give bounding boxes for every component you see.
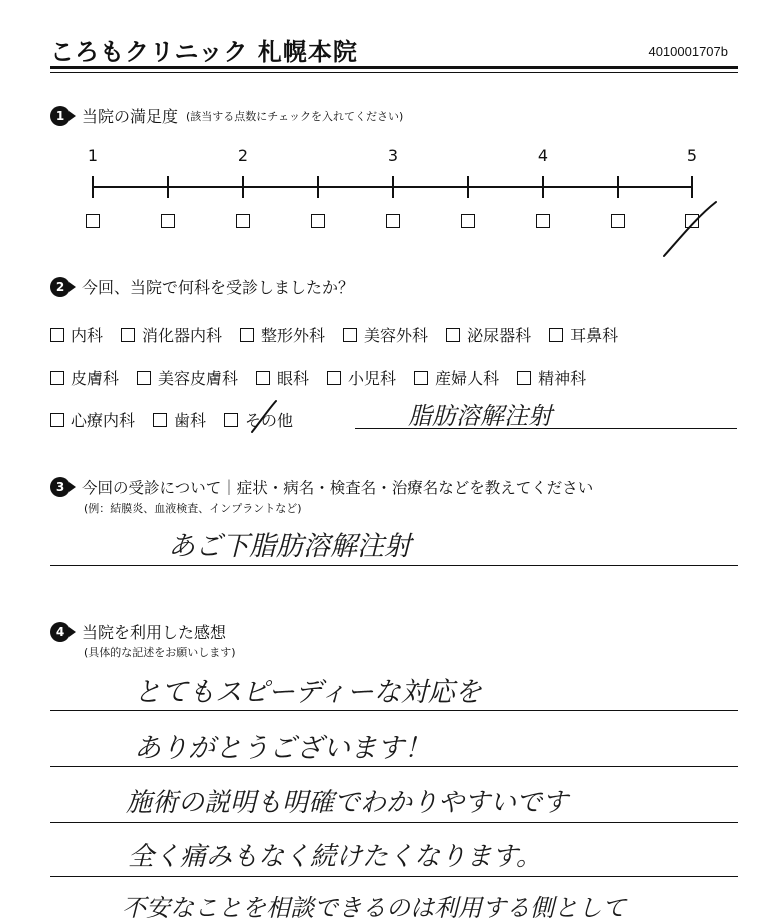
q1-title: 当院の満足度 xyxy=(82,107,179,126)
checkbox[interactable] xyxy=(549,328,563,342)
option-label: 皮膚科 xyxy=(71,369,120,388)
option-cosmetic-surgery[interactable] xyxy=(343,323,428,346)
option-psychosomatic[interactable] xyxy=(50,408,135,431)
option-ophthalmology[interactable] xyxy=(256,366,309,389)
option-label: 歯科 xyxy=(174,411,207,430)
q2-heading xyxy=(50,275,354,298)
option-obstetrics[interactable] xyxy=(414,366,499,389)
scale-tick xyxy=(242,176,244,198)
scale-tick xyxy=(392,176,394,198)
option-gastroenterology[interactable] xyxy=(121,323,222,346)
scale-tick xyxy=(92,176,94,198)
option-label: 産婦人科 xyxy=(435,369,500,388)
q4-answer-line-1[interactable]: とてもスピーディーな対応を xyxy=(134,677,482,708)
scale-label-5: 5 xyxy=(686,146,698,165)
rating-check-mark xyxy=(660,198,720,260)
option-urology[interactable] xyxy=(446,323,531,346)
scale-tick xyxy=(317,176,319,198)
option-pediatrics[interactable] xyxy=(327,366,396,389)
checkbox-checked[interactable] xyxy=(224,413,238,427)
option-label: 耳鼻科 xyxy=(570,326,619,345)
option-dermatology[interactable] xyxy=(50,366,119,389)
scale-label-2: 2 xyxy=(237,146,249,165)
q3-example: (例：結膜炎、血液検査、インプラントなど) xyxy=(84,502,302,515)
option-label: その他 xyxy=(245,411,294,430)
checkbox[interactable] xyxy=(517,371,531,385)
rating-checkbox-1-5[interactable] xyxy=(161,214,175,228)
ruled-line xyxy=(50,710,738,711)
scale-tick xyxy=(467,176,469,198)
q4-answer-line-4[interactable]: 全く痛みもなく続けたくなります。 xyxy=(128,842,542,872)
checkbox[interactable] xyxy=(50,371,64,385)
q1-note: (該当する点数にチェックを入れてください) xyxy=(186,109,404,123)
ruled-line xyxy=(50,822,738,823)
checkbox[interactable] xyxy=(137,371,151,385)
scale-tick xyxy=(617,176,619,198)
checkbox[interactable] xyxy=(414,371,428,385)
checkbox[interactable] xyxy=(50,328,64,342)
scale-tick xyxy=(691,176,693,198)
q4-heading xyxy=(50,620,226,643)
checkbox[interactable] xyxy=(240,328,254,342)
option-label: 小児科 xyxy=(348,369,397,388)
checkbox[interactable] xyxy=(153,413,167,427)
q4-answer-line-2[interactable]: ありがとうございます！ xyxy=(134,733,431,764)
option-label: 精神科 xyxy=(538,369,587,388)
q3-title: 今回の受診について｜症状・病名・検査名・治療名などを教えてください xyxy=(82,479,594,497)
q3-answer-line xyxy=(50,565,738,566)
q4-number-badge: 4 xyxy=(50,622,70,642)
rating-checkbox-4-5[interactable] xyxy=(611,214,625,228)
other-answer-text[interactable]: 脂肪溶解注射 xyxy=(408,402,552,430)
option-label: 美容外科 xyxy=(364,326,429,345)
option-label: 泌尿器科 xyxy=(467,326,532,345)
option-ent[interactable] xyxy=(549,323,618,346)
q1-number-badge: 1 xyxy=(50,106,70,126)
ruled-line xyxy=(50,766,738,767)
option-label: 整形外科 xyxy=(261,326,326,345)
rating-checkbox-1[interactable] xyxy=(86,214,100,228)
form-id: 4010001707b xyxy=(648,44,728,59)
q4-note: (具体的な記述をお願いします) xyxy=(84,646,236,659)
q2-number-badge: 2 xyxy=(50,277,70,297)
rating-checkbox-2-5[interactable] xyxy=(311,214,325,228)
scale-label-1: 1 xyxy=(87,146,99,165)
checkbox[interactable] xyxy=(343,328,357,342)
department-row-2 xyxy=(50,366,604,389)
ruled-line xyxy=(50,876,738,877)
clinic-name: ころもクリニック 札幌本院 xyxy=(50,38,358,66)
department-row-1 xyxy=(50,323,636,346)
checkbox[interactable] xyxy=(327,371,341,385)
checkbox[interactable] xyxy=(256,371,270,385)
q3-answer-text[interactable]: あご下脂肪溶解注射 xyxy=(168,531,411,562)
option-dentistry[interactable] xyxy=(153,408,206,431)
q4-title: 当院を利用した感想 xyxy=(82,623,227,642)
q3-heading xyxy=(50,476,593,498)
option-label: 眼科 xyxy=(277,369,310,388)
rating-checkbox-2[interactable] xyxy=(236,214,250,228)
option-internal-medicine[interactable] xyxy=(50,323,103,346)
checkbox[interactable] xyxy=(50,413,64,427)
option-label: 消化器内科 xyxy=(142,326,223,345)
checkbox[interactable] xyxy=(446,328,460,342)
header-rule-thick xyxy=(50,66,738,69)
option-psychiatry[interactable] xyxy=(517,366,586,389)
option-label: 心療内科 xyxy=(71,411,136,430)
scale-tick xyxy=(542,176,544,198)
q4-answer-line-5[interactable]: 不安なことを相談できるのは利用する側として xyxy=(122,894,626,922)
q3-number-badge: 3 xyxy=(50,477,70,497)
header-rule-thin xyxy=(50,72,738,73)
other-check-mark xyxy=(248,398,280,436)
option-label: 美容皮膚科 xyxy=(158,369,239,388)
option-label: 内科 xyxy=(71,326,104,345)
scale-label-3: 3 xyxy=(387,146,399,165)
rating-checkbox-4[interactable] xyxy=(536,214,550,228)
q2-title: 今回、当院で何科を受診しましたか？ xyxy=(82,278,355,297)
q4-answer-line-3[interactable]: 施術の説明も明確でわかりやすいです xyxy=(126,788,569,818)
scale-label-4: 4 xyxy=(537,146,549,165)
option-cosmetic-dermatology[interactable] xyxy=(137,366,238,389)
q1-heading xyxy=(50,104,403,127)
rating-checkbox-3[interactable] xyxy=(386,214,400,228)
scale-tick xyxy=(167,176,169,198)
option-orthopedics[interactable] xyxy=(240,323,325,346)
checkbox[interactable] xyxy=(121,328,135,342)
rating-checkbox-3-5[interactable] xyxy=(461,214,475,228)
